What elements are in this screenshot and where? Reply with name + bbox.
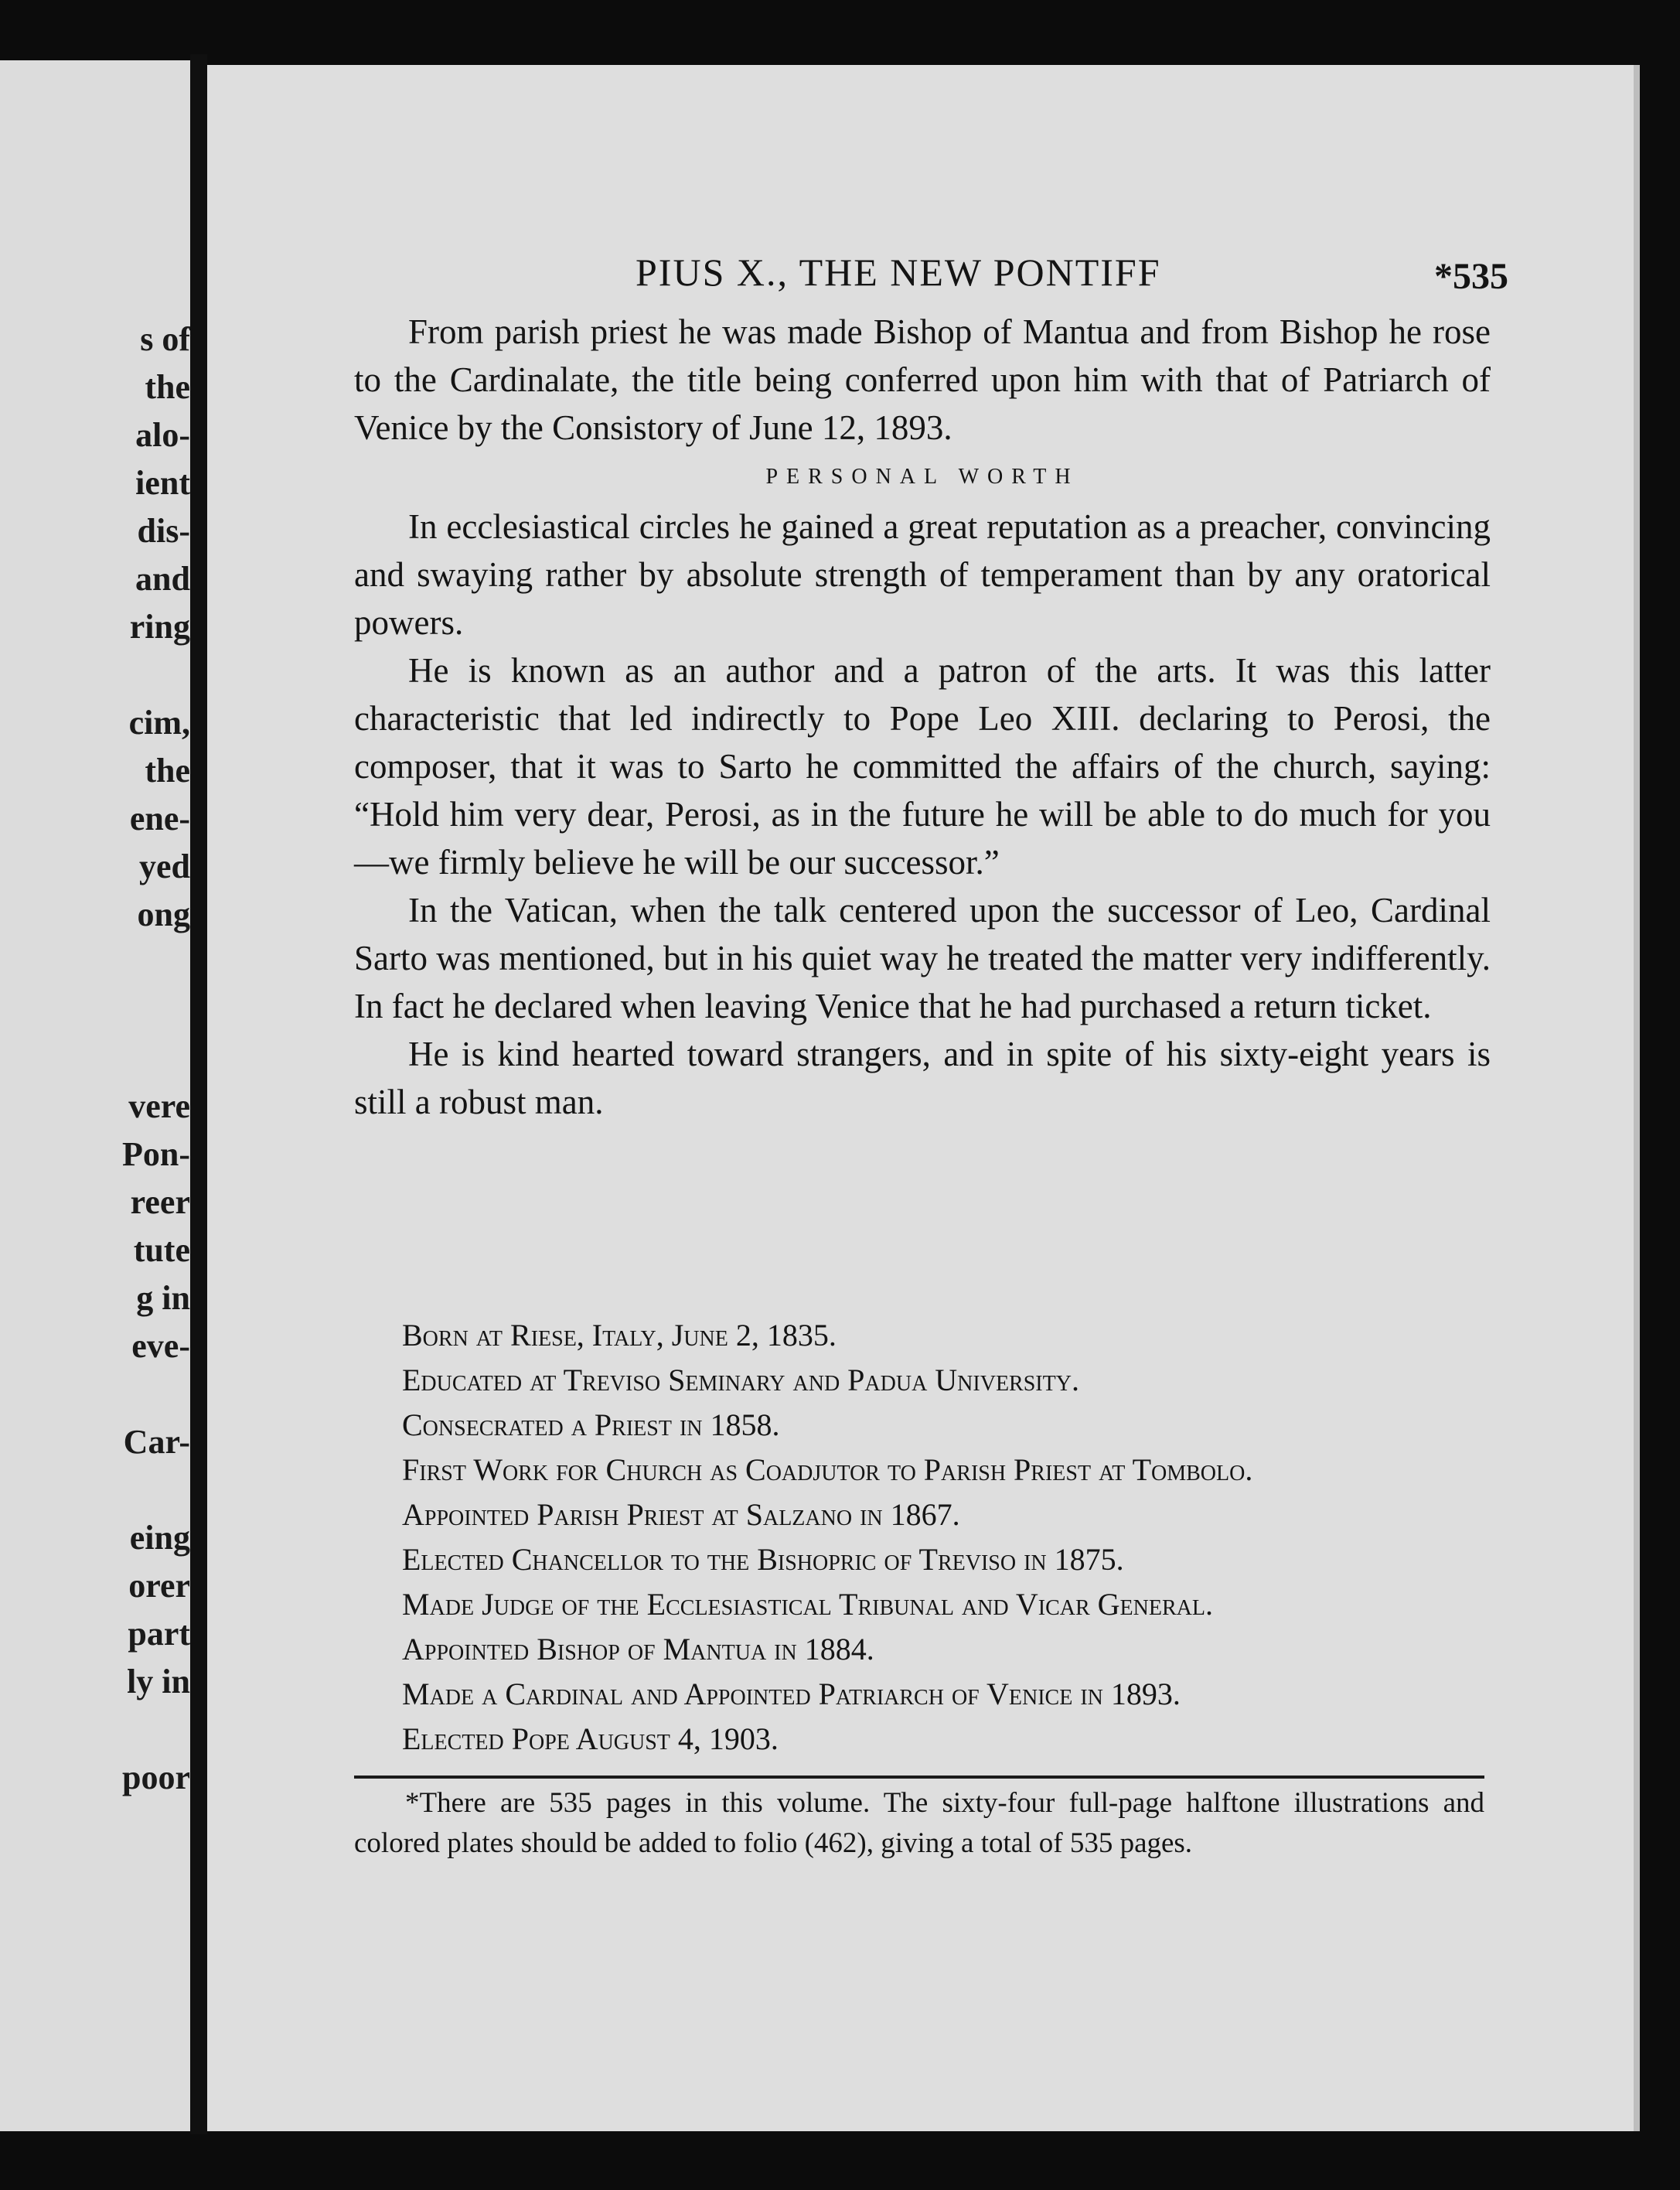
chronology-list [402,1313,1500,1762]
running-head [207,241,1634,303]
paragraph: He is known as an author and a patron of the arts. It was this latter characteristic that led indirectly to Pope Leo XIII. declaring to Perosi, the composer, that it was to Sarto he committed the affairs of the church, saying: “Hold him very dear, Perosi, as in the future he will be able to do much for you—we firmly believe he will be our successor.” [354,651,1491,882]
chronology-item: Born at Riese, Italy, June 2, 1835. [402,1318,837,1353]
chronology-item: Made Judge of the Ecclesiastical Tribunal and Vicar General. [402,1587,1213,1622]
footnote-text: *There are 535 pages in this volume. The sixty-four full-page halftone illustrations and colored plates should be added to folio (462), giving a total of 535 pages. [354,1787,1484,1859]
left-page-text-fragment: ient [135,464,190,502]
chronology-item: Made a Cardinal and Appointed Patriarch of Venice in 1893. [402,1677,1181,1711]
left-page-text-fragment: poor [122,1758,190,1796]
chronology-item: Elected Pope August 4, 1903. [402,1721,779,1756]
left-page-text-fragment: vere [128,1087,190,1125]
left-page-text-fragment: the [145,752,190,790]
running-title: PIUS X., THE NEW PONTIFF [636,251,1161,294]
left-page-text-fragment: ring [129,608,190,646]
right-page [207,65,1634,2131]
left-page-text-fragment: eve- [131,1327,190,1365]
page-edge [1634,65,1640,2131]
footnote [354,1783,1484,1864]
paragraph: He is kind hearted toward strangers, and in spite of his sixty-eight years is still a robust man. [354,1035,1491,1121]
page-number: *535 [1434,256,1508,297]
chronology-item: Appointed Parish Priest at Salzano in 1867. [402,1497,960,1532]
body-text [354,308,1491,1126]
left-page-text-fragment: ene- [129,800,190,837]
left-page-text-fragment: Car- [123,1423,190,1461]
paragraph: From parish priest he was made Bishop of Mantua and from Bishop he rose to the Cardinalate, the title being conferred upon him with that of Patriarch of Venice by the Consistory of June 12, 1893. [354,312,1491,447]
chronology-item: Consecrated a Priest in 1858. [402,1407,780,1442]
left-page-text-fragment: Pon- [122,1135,190,1173]
book-gutter [190,54,207,2134]
section-heading: PERSONAL WORTH [765,465,1079,489]
left-page-text-fragment: reer [130,1183,190,1221]
left-page-text-fragment: ly in [127,1663,190,1700]
left-page-text-fragment: the [145,368,190,406]
paragraph: In ecclesiastical circles he gained a great reputation as a preacher, convincing and swaying rather by absolute strength of temperament than by any oratorical powers. [354,507,1491,642]
paragraph: In the Vatican, when the talk centered upon the successor of Leo, Cardinal Sarto was mentioned, but in his quiet way he treated the matter very indifferently. In fact he declared when leaving Venice that he had purchased a return ticket. [354,891,1491,1025]
left-page-text-fragment: yed [139,848,190,885]
left-page-text-fragment: orer [128,1567,190,1605]
left-page-text-fragment: dis- [137,512,190,550]
footnote-rule [354,1776,1484,1779]
left-page-text-fragment: cim, [128,704,190,742]
chronology-item: Elected Chancellor to the Bishopric of Treviso in 1875. [402,1542,1124,1577]
left-page-text-fragment: s of [140,320,190,358]
left-page-text-fragment: eing [129,1519,190,1557]
chronology-item: Appointed Bishop of Mantua in 1884. [402,1632,874,1666]
left-page-text-fragment: ong [137,895,190,933]
chronology-item: Educated at Treviso Seminary and Padua University. [402,1363,1079,1397]
left-page-text-fragment: tute [133,1231,190,1269]
left-page-text-fragment: alo- [135,416,190,454]
chronology-item: First Work for Church as Coadjutor to Parish Priest at Tombolo. [402,1452,1253,1487]
left-page-fragment [0,60,190,2131]
left-page-text-fragment: part [128,1615,190,1653]
left-page-text-fragment: g in [136,1279,190,1317]
left-page-text-fragment: and [135,560,190,598]
